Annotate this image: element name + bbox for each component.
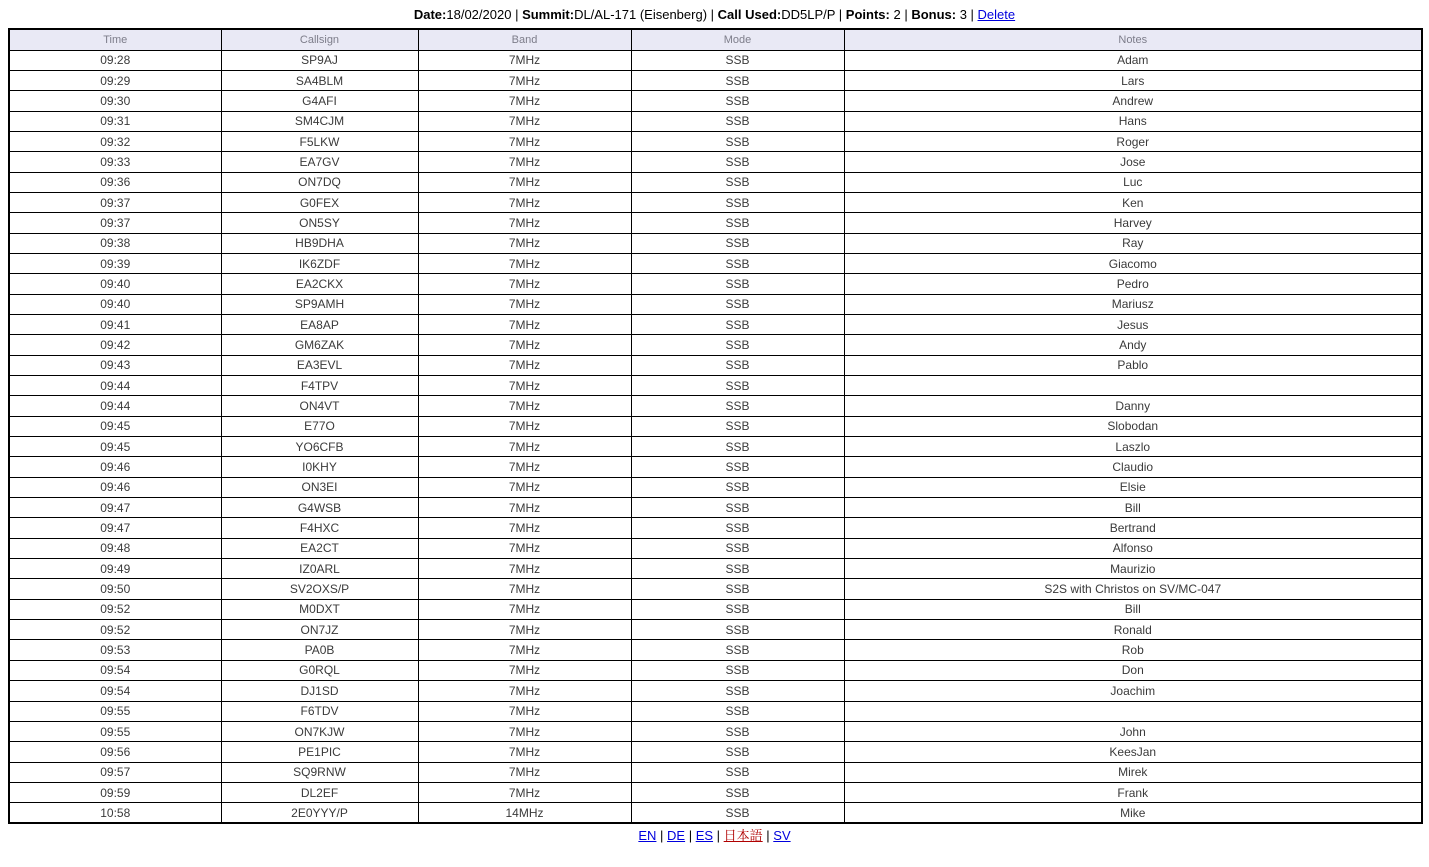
cell-time: 09:55 (9, 701, 221, 721)
log-summary-bar (0, 0, 1429, 28)
cell-callsign: HB9DHA (221, 233, 418, 253)
cell-band: 7MHz (418, 538, 631, 558)
cell-band: 7MHz (418, 742, 631, 762)
cell-time: 09:50 (9, 579, 221, 599)
summary-field-value: DD5LP/P (781, 7, 836, 22)
summary-field-label: Points: (845, 7, 890, 22)
cell-time: 09:44 (9, 396, 221, 416)
cell-mode: SSB (631, 498, 844, 518)
cell-band: 7MHz (418, 620, 631, 640)
cell-notes: Danny (844, 396, 1422, 416)
cell-notes: Ronald (844, 620, 1422, 640)
cell-band: 7MHz (418, 213, 631, 233)
column-header-callsign: Callsign (221, 29, 418, 50)
cell-mode: SSB (631, 518, 844, 538)
cell-time: 09:37 (9, 192, 221, 212)
cell-mode: SSB (631, 70, 844, 90)
table-row (9, 701, 1422, 721)
cell-notes: Claudio (844, 457, 1422, 477)
cell-band: 7MHz (418, 396, 631, 416)
cell-notes: Elsie (844, 477, 1422, 497)
summary-field-label: Call Used: (717, 7, 782, 22)
cell-notes: Bill (844, 599, 1422, 619)
cell-band: 7MHz (418, 721, 631, 741)
cell-band: 7MHz (418, 253, 631, 273)
cell-time: 09:49 (9, 559, 221, 579)
table-row (9, 477, 1422, 497)
separator: | (966, 7, 978, 22)
cell-time: 09:46 (9, 477, 221, 497)
cell-time: 09:45 (9, 416, 221, 436)
cell-time: 09:44 (9, 376, 221, 396)
cell-time: 10:58 (9, 803, 221, 823)
cell-mode: SSB (631, 314, 844, 334)
cell-time: 09:46 (9, 457, 221, 477)
column-header-mode: Mode (631, 29, 844, 50)
delete-link[interactable]: Delete (977, 7, 1016, 22)
cell-callsign: SM4CJM (221, 111, 418, 131)
cell-callsign: IZ0ARL (221, 559, 418, 579)
cell-notes: Luc (844, 172, 1422, 192)
summary-field-label: Summit: (522, 7, 575, 22)
table-row (9, 416, 1422, 436)
cell-time: 09:53 (9, 640, 221, 660)
table-row (9, 803, 1422, 823)
cell-notes: Mike (844, 803, 1422, 823)
summary-field-value: 3 (956, 7, 967, 22)
cell-callsign: F5LKW (221, 131, 418, 151)
cell-callsign: ON4VT (221, 396, 418, 416)
cell-callsign: EA3EVL (221, 355, 418, 375)
table-row (9, 213, 1422, 233)
cell-callsign: EA2CKX (221, 274, 418, 294)
cell-callsign: PE1PIC (221, 742, 418, 762)
cell-band: 7MHz (418, 294, 631, 314)
table-row (9, 498, 1422, 518)
log-table (8, 28, 1423, 824)
cell-mode: SSB (631, 131, 844, 151)
cell-notes: Maurizio (844, 559, 1422, 579)
cell-band: 7MHz (418, 274, 631, 294)
cell-callsign: EA2CT (221, 538, 418, 558)
cell-band: 7MHz (418, 660, 631, 680)
footer-lang-link-0[interactable]: EN (638, 828, 657, 844)
cell-mode: SSB (631, 579, 844, 599)
table-row (9, 355, 1422, 375)
cell-time: 09:31 (9, 111, 221, 131)
cell-notes: Adam (844, 50, 1422, 70)
table-row (9, 91, 1422, 111)
cell-notes: John (844, 721, 1422, 741)
table-row (9, 396, 1422, 416)
cell-mode: SSB (631, 457, 844, 477)
cell-callsign: DJ1SD (221, 681, 418, 701)
cell-notes: Laszlo (844, 437, 1422, 457)
cell-band: 7MHz (418, 50, 631, 70)
cell-mode: SSB (631, 213, 844, 233)
cell-mode: SSB (631, 152, 844, 172)
cell-notes: Slobodan (844, 416, 1422, 436)
cell-mode: SSB (631, 335, 844, 355)
table-row (9, 152, 1422, 172)
table-row (9, 762, 1422, 782)
table-header-row (9, 29, 1422, 50)
column-header-time: Time (9, 29, 221, 50)
table-row (9, 660, 1422, 680)
cell-notes: Jose (844, 152, 1422, 172)
cell-callsign: I0KHY (221, 457, 418, 477)
cell-time: 09:55 (9, 721, 221, 741)
cell-mode: SSB (631, 416, 844, 436)
cell-callsign: PA0B (221, 640, 418, 660)
cell-band: 7MHz (418, 599, 631, 619)
cell-mode: SSB (631, 192, 844, 212)
cell-notes: Giacomo (844, 253, 1422, 273)
cell-notes: Frank (844, 782, 1422, 802)
cell-callsign: SQ9RNW (221, 762, 418, 782)
cell-time: 09:47 (9, 518, 221, 538)
cell-mode: SSB (631, 253, 844, 273)
cell-callsign: E77O (221, 416, 418, 436)
table-row (9, 192, 1422, 212)
cell-time: 09:59 (9, 782, 221, 802)
cell-time: 09:56 (9, 742, 221, 762)
table-row (9, 721, 1422, 741)
cell-callsign: ON7KJW (221, 721, 418, 741)
cell-band: 7MHz (418, 131, 631, 151)
table-row (9, 274, 1422, 294)
cell-time: 09:30 (9, 91, 221, 111)
cell-time: 09:32 (9, 131, 221, 151)
footer-lang-link-1[interactable]: DE (667, 828, 686, 844)
cell-mode: SSB (631, 294, 844, 314)
cell-time: 09:36 (9, 172, 221, 192)
table-row (9, 457, 1422, 477)
cell-notes (844, 701, 1422, 721)
cell-mode: SSB (631, 396, 844, 416)
cell-mode: SSB (631, 782, 844, 802)
cell-mode: SSB (631, 233, 844, 253)
cell-band: 7MHz (418, 457, 631, 477)
cell-mode: SSB (631, 681, 844, 701)
cell-notes: Bill (844, 498, 1422, 518)
separator: | (656, 828, 668, 844)
cell-mode: SSB (631, 803, 844, 823)
cell-notes: Jesus (844, 314, 1422, 334)
cell-callsign: G0RQL (221, 660, 418, 680)
cell-mode: SSB (631, 437, 844, 457)
footer-lang-link-2[interactable]: ES (695, 828, 714, 844)
cell-band: 7MHz (418, 782, 631, 802)
separator: | (707, 7, 718, 22)
table-row (9, 538, 1422, 558)
cell-time: 09:52 (9, 599, 221, 619)
cell-callsign: F6TDV (221, 701, 418, 721)
cell-mode: SSB (631, 742, 844, 762)
summary-field-label: Bonus: (911, 7, 957, 22)
cell-mode: SSB (631, 701, 844, 721)
separator: | (900, 7, 912, 22)
cell-mode: SSB (631, 559, 844, 579)
cell-band: 7MHz (418, 559, 631, 579)
cell-callsign: SV2OXS/P (221, 579, 418, 599)
cell-notes: Don (844, 660, 1422, 680)
cell-band: 7MHz (418, 91, 631, 111)
cell-callsign: M0DXT (221, 599, 418, 619)
table-row (9, 314, 1422, 334)
cell-callsign: SP9AJ (221, 50, 418, 70)
cell-mode: SSB (631, 599, 844, 619)
cell-mode: SSB (631, 376, 844, 396)
table-row (9, 294, 1422, 314)
cell-callsign: ON7JZ (221, 620, 418, 640)
cell-mode: SSB (631, 50, 844, 70)
cell-callsign: ON3EI (221, 477, 418, 497)
cell-time: 09:40 (9, 294, 221, 314)
cell-band: 7MHz (418, 518, 631, 538)
table-row (9, 376, 1422, 396)
table-row (9, 233, 1422, 253)
cell-time: 09:45 (9, 437, 221, 457)
cell-notes: Bertrand (844, 518, 1422, 538)
cell-band: 7MHz (418, 152, 631, 172)
cell-band: 7MHz (418, 376, 631, 396)
cell-callsign: GM6ZAK (221, 335, 418, 355)
table-row (9, 579, 1422, 599)
cell-band: 7MHz (418, 681, 631, 701)
cell-band: 7MHz (418, 111, 631, 131)
cell-mode: SSB (631, 721, 844, 741)
cell-band: 7MHz (418, 498, 631, 518)
cell-notes: Andy (844, 335, 1422, 355)
summary-field-value: DL/AL-171 (Eisenberg) (574, 7, 708, 22)
column-header-notes: Notes (844, 29, 1422, 50)
cell-time: 09:33 (9, 152, 221, 172)
cell-band: 7MHz (418, 233, 631, 253)
cell-time: 09:47 (9, 498, 221, 518)
cell-time: 09:41 (9, 314, 221, 334)
cell-notes: Andrew (844, 91, 1422, 111)
separator: | (511, 7, 523, 22)
separator: | (762, 828, 774, 844)
cell-notes: Joachim (844, 681, 1422, 701)
cell-band: 7MHz (418, 701, 631, 721)
cell-notes (844, 376, 1422, 396)
cell-time: 09:43 (9, 355, 221, 375)
cell-notes: Alfonso (844, 538, 1422, 558)
cell-callsign: 2E0YYY/P (221, 803, 418, 823)
cell-callsign: ON7DQ (221, 172, 418, 192)
cell-band: 7MHz (418, 579, 631, 599)
cell-time: 09:37 (9, 213, 221, 233)
cell-callsign: SA4BLM (221, 70, 418, 90)
cell-callsign: DL2EF (221, 782, 418, 802)
cell-time: 09:57 (9, 762, 221, 782)
cell-time: 09:40 (9, 274, 221, 294)
table-row (9, 111, 1422, 131)
cell-notes: Lars (844, 70, 1422, 90)
cell-mode: SSB (631, 620, 844, 640)
table-row (9, 70, 1422, 90)
footer-lang-link-3[interactable]: 日本語 (723, 828, 763, 844)
table-row (9, 782, 1422, 802)
cell-notes: Pablo (844, 355, 1422, 375)
cell-callsign: EA8AP (221, 314, 418, 334)
table-row (9, 437, 1422, 457)
cell-callsign: G4AFI (221, 91, 418, 111)
cell-notes: Ray (844, 233, 1422, 253)
cell-time: 09:29 (9, 70, 221, 90)
table-row (9, 599, 1422, 619)
cell-callsign: G4WSB (221, 498, 418, 518)
cell-notes: KeesJan (844, 742, 1422, 762)
summary-field-value: 2 (889, 7, 901, 22)
table-row (9, 742, 1422, 762)
separator: | (713, 828, 724, 844)
cell-time: 09:52 (9, 620, 221, 640)
cell-time: 09:54 (9, 660, 221, 680)
cell-band: 7MHz (418, 314, 631, 334)
cell-mode: SSB (631, 355, 844, 375)
cell-band: 7MHz (418, 355, 631, 375)
cell-mode: SSB (631, 172, 844, 192)
cell-time: 09:48 (9, 538, 221, 558)
cell-mode: SSB (631, 477, 844, 497)
cell-mode: SSB (631, 538, 844, 558)
cell-notes: Roger (844, 131, 1422, 151)
cell-band: 7MHz (418, 762, 631, 782)
cell-time: 09:39 (9, 253, 221, 273)
table-row (9, 172, 1422, 192)
cell-band: 7MHz (418, 477, 631, 497)
cell-notes: Mariusz (844, 294, 1422, 314)
table-row (9, 681, 1422, 701)
table-row (9, 559, 1422, 579)
cell-callsign: IK6ZDF (221, 253, 418, 273)
cell-band: 7MHz (418, 192, 631, 212)
footer-lang-link-4[interactable]: SV (773, 828, 791, 844)
cell-notes: Mirek (844, 762, 1422, 782)
cell-callsign: SP9AMH (221, 294, 418, 314)
cell-band: 7MHz (418, 70, 631, 90)
table-row (9, 640, 1422, 660)
separator: | (685, 828, 696, 844)
cell-callsign: EA7GV (221, 152, 418, 172)
cell-callsign: G0FEX (221, 192, 418, 212)
cell-notes: Pedro (844, 274, 1422, 294)
cell-time: 09:42 (9, 335, 221, 355)
table-row (9, 131, 1422, 151)
table-row (9, 50, 1422, 70)
cell-callsign: ON5SY (221, 213, 418, 233)
table-row (9, 335, 1422, 355)
cell-band: 7MHz (418, 172, 631, 192)
summary-field-label: Date: (413, 7, 447, 22)
separator: | (835, 7, 846, 22)
cell-mode: SSB (631, 274, 844, 294)
cell-notes: Ken (844, 192, 1422, 212)
cell-band: 7MHz (418, 437, 631, 457)
footer-language-links (0, 825, 1429, 844)
cell-mode: SSB (631, 640, 844, 660)
cell-notes: Rob (844, 640, 1422, 660)
cell-band: 7MHz (418, 640, 631, 660)
cell-mode: SSB (631, 91, 844, 111)
cell-time: 09:38 (9, 233, 221, 253)
cell-mode: SSB (631, 660, 844, 680)
table-row (9, 620, 1422, 640)
cell-notes: Hans (844, 111, 1422, 131)
cell-time: 09:28 (9, 50, 221, 70)
cell-band: 7MHz (418, 416, 631, 436)
table-row (9, 518, 1422, 538)
summary-field-value: 18/02/2020 (446, 7, 512, 22)
table-row (9, 253, 1422, 273)
cell-callsign: F4TPV (221, 376, 418, 396)
cell-notes: S2S with Christos on SV/MC-047 (844, 579, 1422, 599)
column-header-band: Band (418, 29, 631, 50)
cell-band: 7MHz (418, 335, 631, 355)
cell-time: 09:54 (9, 681, 221, 701)
cell-callsign: YO6CFB (221, 437, 418, 457)
log-table-body (9, 50, 1422, 823)
cell-notes: Harvey (844, 213, 1422, 233)
cell-band: 14MHz (418, 803, 631, 823)
cell-mode: SSB (631, 111, 844, 131)
cell-mode: SSB (631, 762, 844, 782)
cell-callsign: F4HXC (221, 518, 418, 538)
log-summary-fields (414, 7, 978, 22)
